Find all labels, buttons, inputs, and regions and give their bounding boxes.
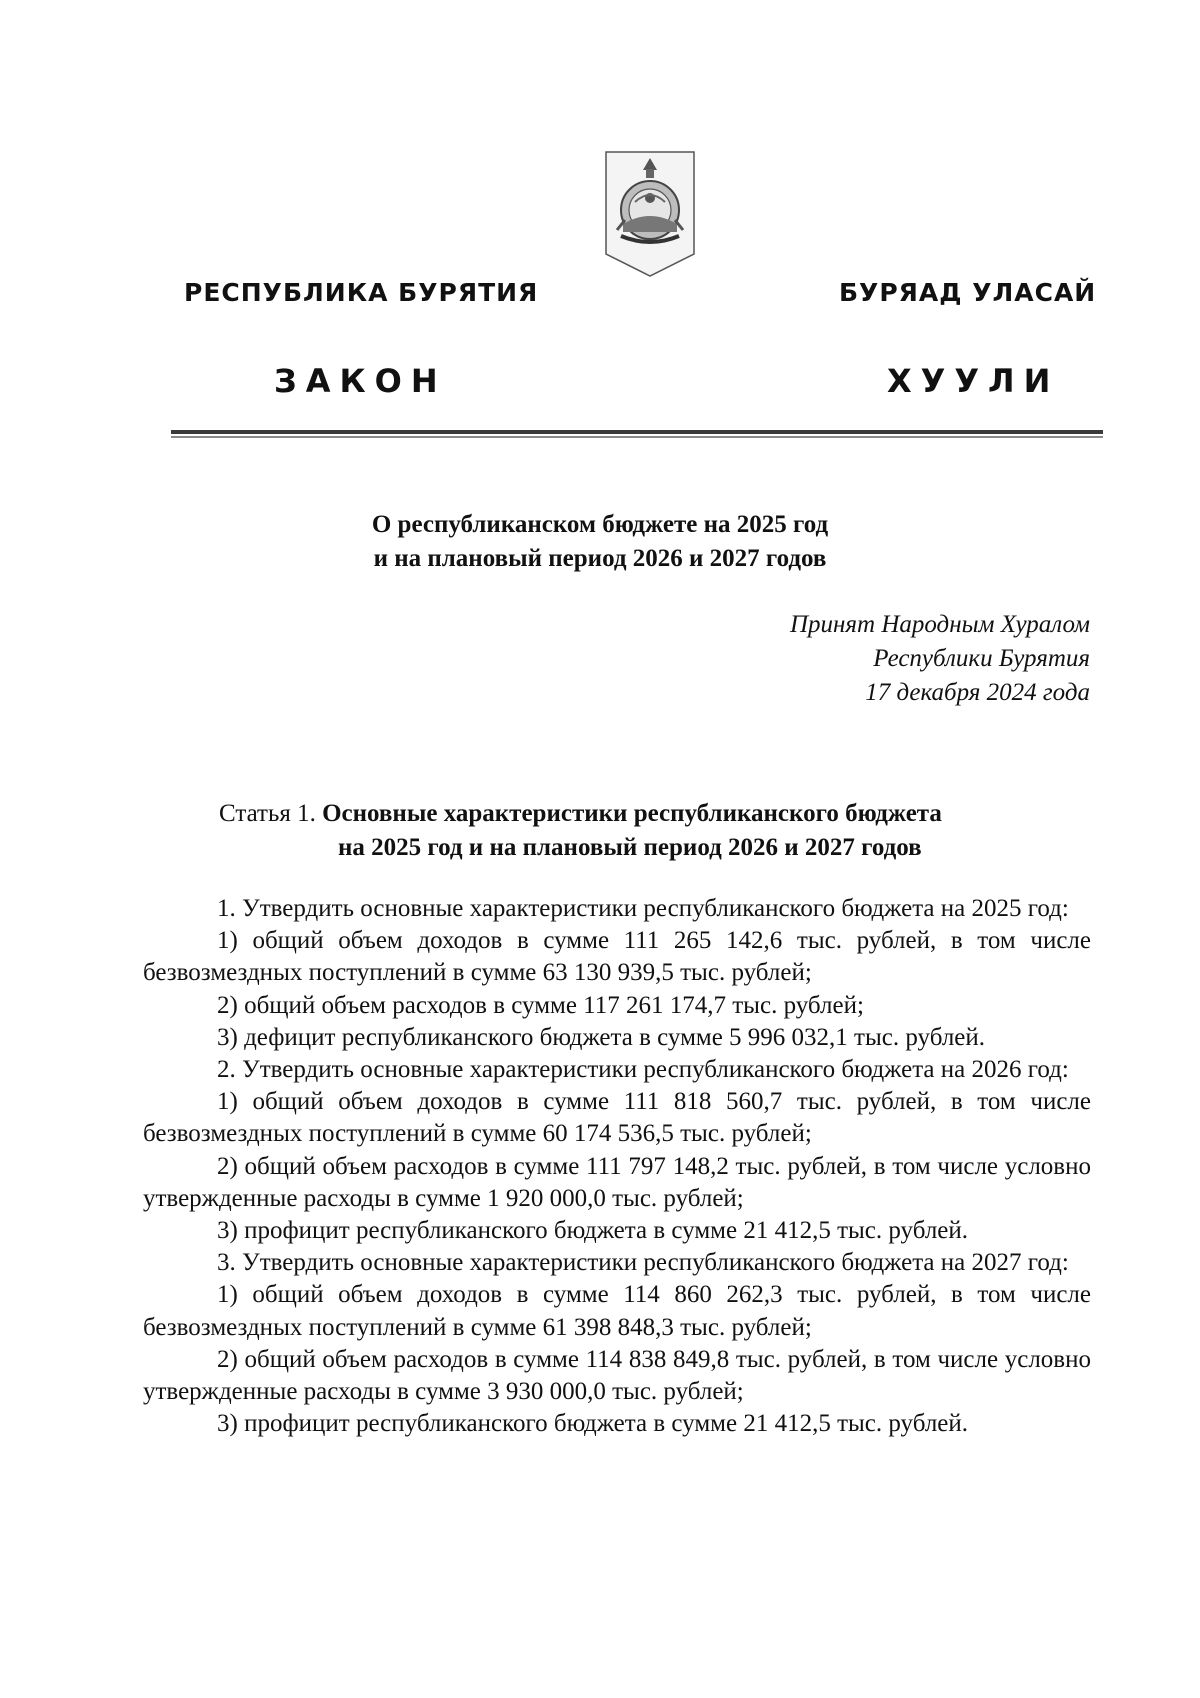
paragraph: 2. Утвердить основные характеристики республиканского бюджета на 2026 год: <box>217 1056 1069 1084</box>
paragraph: 3. Утвердить основные характеристики республиканского бюджета на 2027 год: <box>217 1249 1069 1277</box>
paragraph: 1. Утвердить основные характеристики республиканского бюджета на 2025 год: <box>217 895 1069 922</box>
paragraph: 2) общий объем расходов в сумме 117 261 174,7 тыс. рублей; <box>217 991 864 1019</box>
header-divider-thin <box>171 436 1103 438</box>
adoption-note <box>790 608 1090 710</box>
republic-name-ru: РЕСПУБЛИКА БУРЯТИЯ <box>184 278 539 307</box>
paragraph: 1) общий объем доходов в сумме 114 860 262,3 тыс. рублей, в том числе безвозмездных поступлений в сумме 61 398 848,3 тыс. рублей; <box>143 1281 1091 1341</box>
adoption-date: 17 декабря 2024 года <box>865 679 1090 706</box>
coat-of-arms-icon <box>603 150 697 282</box>
header-divider <box>171 430 1103 434</box>
paragraph: 1) общий объем доходов в сумме 111 265 142,6 тыс. рублей, в том числе безвозмездных поступлений в сумме 63 130 939,5 тыс. рублей; <box>143 927 1091 987</box>
article-body <box>143 893 1091 1440</box>
law-label-bu: ХУУЛИ <box>887 362 1060 400</box>
paragraph: 3) профицит республиканского бюджета в сумме 21 412,5 тыс. рублей. <box>217 1410 969 1438</box>
paragraph: 1) общий объем доходов в сумме 111 818 560,7 тыс. рублей, в том числе безвозмездных поступлений в сумме 60 174 536,5 тыс. рублей; <box>143 1088 1091 1148</box>
article-title-continued: на 2025 год и на плановый период 2026 и 2027 годов <box>338 834 922 861</box>
republic-name-bu: БУРЯАД УЛАСАЙ <box>839 278 1097 307</box>
law-title-line: О республиканском бюджете на 2025 год <box>371 511 829 538</box>
law-title <box>300 508 900 576</box>
adoption-line: Республики Бурятия <box>873 645 1090 672</box>
paragraph: 2) общий объем расходов в сумме 114 838 849,8 тыс. рублей, в том числе условно утвержденные расходы в сумме 3 930 000,0 тыс. рублей; <box>143 1345 1091 1406</box>
law-label-ru: ЗАКОН <box>274 362 447 400</box>
article-title: Основные характеристики республиканского бюджета <box>322 800 942 827</box>
paragraph: 2) общий объем расходов в сумме 111 797 148,2 тыс. рублей, в том числе условно утвержденные расходы в сумме 1 920 000,0 тыс. рублей; <box>143 1152 1091 1212</box>
adoption-line: Принят Народным Хуралом <box>789 611 1090 638</box>
paragraph: 3) дефицит республиканского бюджета в сумме 5 996 032,1 тыс. рублей. <box>217 1023 986 1051</box>
paragraph: 3) профицит республиканского бюджета в сумме 21 412,5 тыс. рублей. <box>217 1217 969 1245</box>
law-title-line: и на плановый период 2026 и 2027 годов <box>373 545 827 572</box>
article-label: Статья 1. <box>219 800 316 827</box>
article-heading <box>219 797 1119 865</box>
